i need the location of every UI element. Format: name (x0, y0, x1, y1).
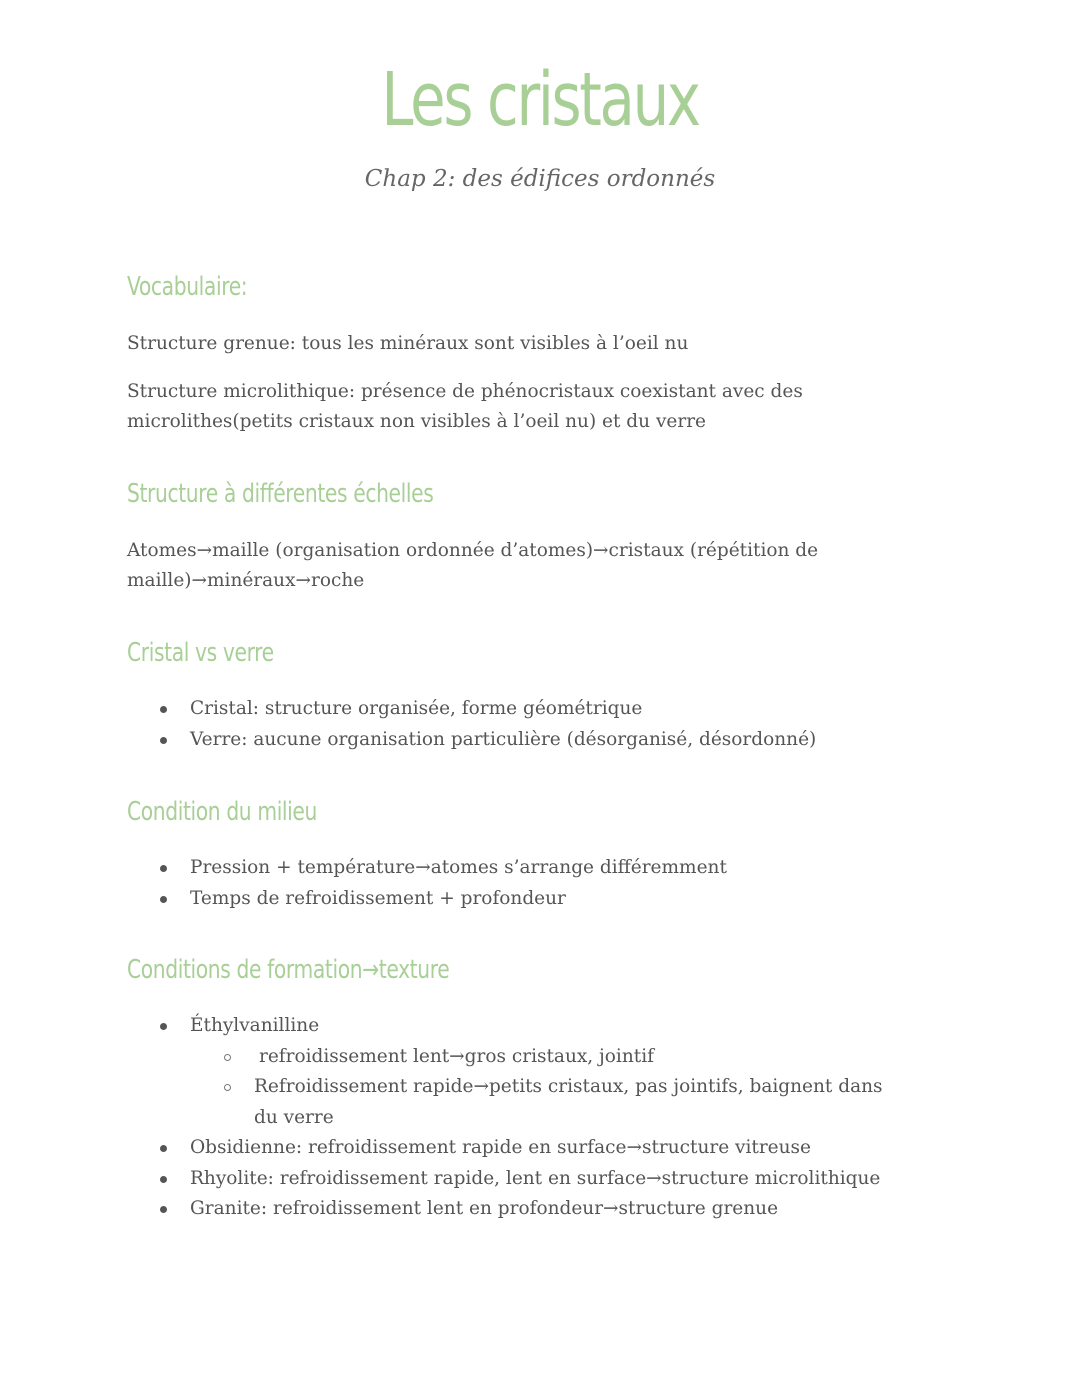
list-item (127, 725, 927, 756)
bullet-icon (160, 896, 167, 903)
sub-list-item-text: Refroidissement rapide→petits cristaux, pas jointifs, baignent dans du verre (254, 1076, 883, 1128)
list-item-text: Pression + température→atomes s’arrange différemment (190, 857, 727, 878)
bullet-icon (160, 1206, 167, 1213)
list-item (127, 1194, 927, 1225)
sub-list-item (127, 1072, 907, 1133)
list-item-text: Éthylvanilline (190, 1015, 320, 1036)
list-item (127, 1164, 927, 1195)
bullet-icon (160, 737, 167, 744)
bullet-icon (160, 865, 167, 872)
list-item-text: Obsidienne: refroidissement rapide en surface→structure vitreuse (190, 1137, 811, 1158)
list-item-text: Temps de refroidissement + profondeur (190, 887, 566, 909)
list-item-text: Cristal: structure organisée, forme géométrique (190, 698, 643, 719)
list-item (127, 884, 927, 915)
scales-paragraph: Atomes→maille (organisation ordonnée d’atomes)→cristaux (répétition de maille)→minéraux→roche (127, 540, 819, 591)
bullet-icon (160, 1145, 167, 1152)
milieu-list (127, 853, 927, 914)
list-item (127, 853, 927, 884)
list-item (127, 1133, 927, 1164)
vocab-paragraph-grenue: Structure grenue: tous les minéraux sont visibles à l’oeil nu (127, 333, 689, 354)
cristal-list (127, 694, 927, 755)
bullet-icon (160, 706, 167, 713)
list-item-text: Verre: aucune organisation particulière (désorganisé, désordonné) (190, 728, 817, 750)
list-item (127, 694, 927, 725)
heading-structure-echelles: Structure à différentes échelles (127, 479, 434, 509)
hollow-bullet-icon (224, 1054, 231, 1061)
document-subtitle: Chap 2: des édifices ordonnés (364, 166, 716, 192)
list-item-text: Granite: refroidissement lent en profondeur→structure grenue (190, 1198, 779, 1219)
bullet-icon (160, 1023, 167, 1030)
formation-list (127, 1011, 927, 1225)
list-item-text: Rhyolite: refroidissement rapide, lent en surface→structure microlithique (190, 1167, 881, 1189)
heading-vocabulaire: Vocabulaire: (127, 272, 248, 302)
sub-list-item (127, 1042, 907, 1073)
heading-condition-milieu: Condition du milieu (127, 797, 317, 827)
heading-conditions-formation: Conditions de formation→texture (127, 955, 450, 985)
sub-list-item-text: refroidissement lent→gros cristaux, jointif (259, 1045, 654, 1067)
list-item (127, 1011, 927, 1133)
bullet-icon (160, 1176, 167, 1183)
vocab-paragraph-microlithique: Structure microlithique: présence de phénocristaux coexistant avec des microlithes(petits cristaux non visibles à l’oeil nu) et du verre (127, 381, 803, 432)
formation-sublist (127, 1042, 907, 1134)
heading-cristal-vs-verre: Cristal vs verre (127, 638, 274, 668)
hollow-bullet-icon (224, 1084, 231, 1091)
document-title: Les cristaux (381, 57, 699, 143)
